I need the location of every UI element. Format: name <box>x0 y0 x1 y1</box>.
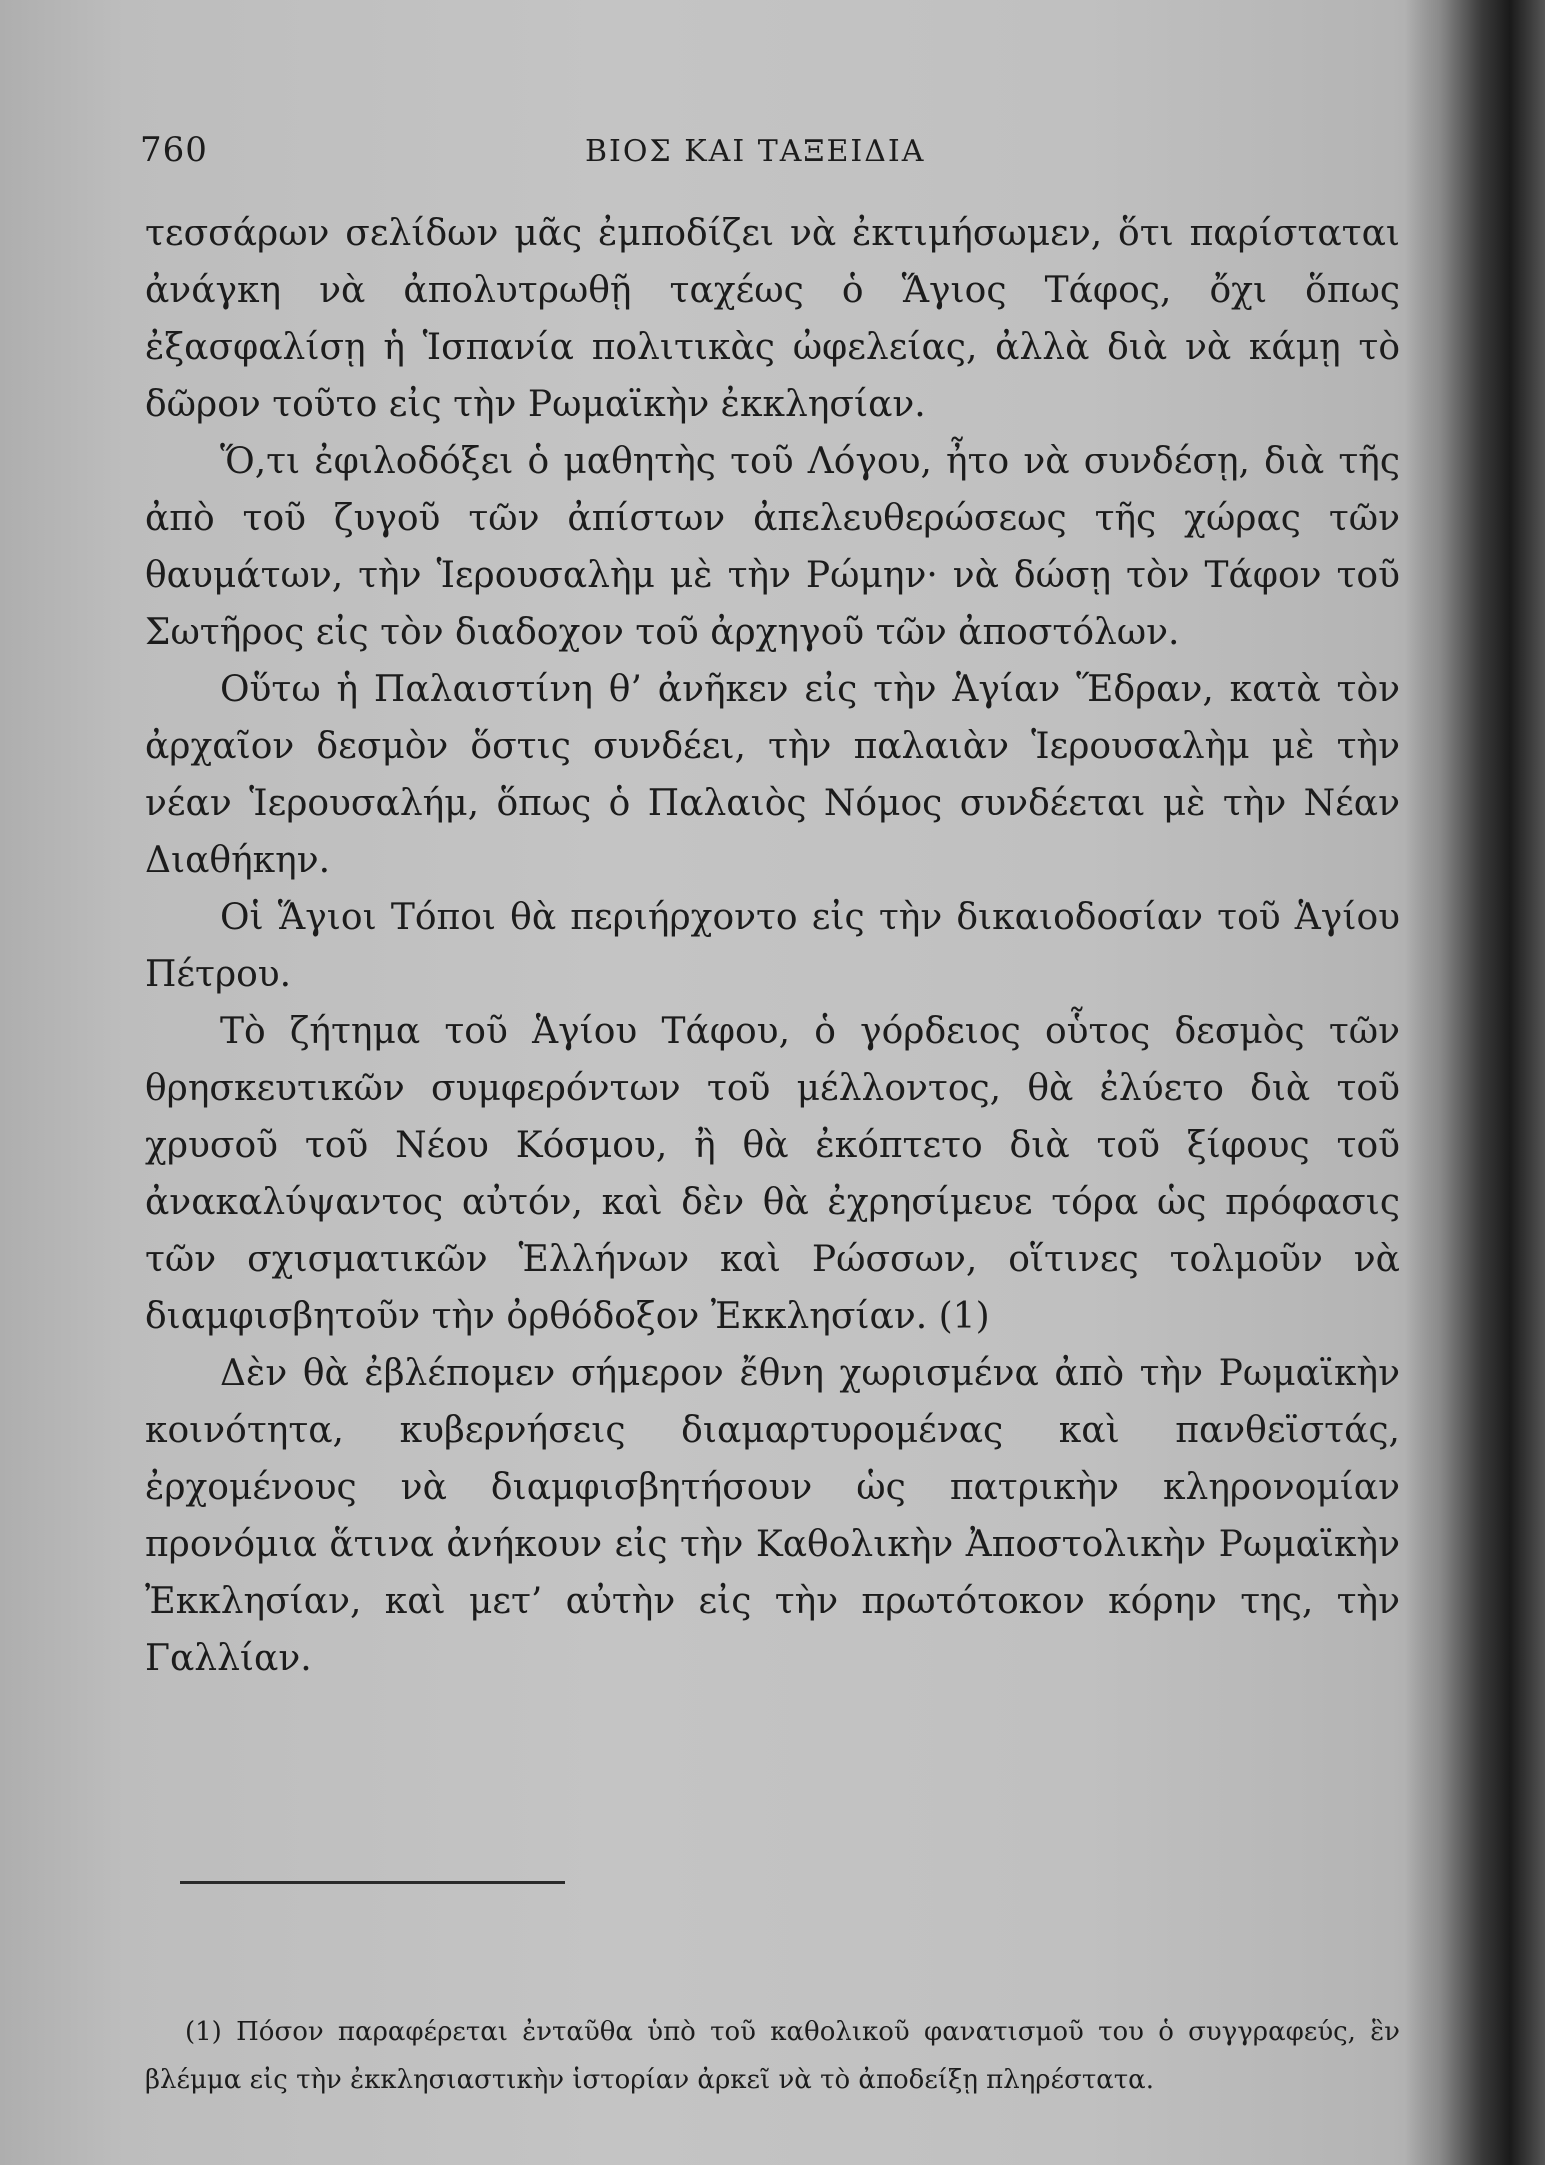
paragraph-3: Οὕτω ἡ Παλαιστίνη θ’ ἀνῆκεν εἰς τὴν Ἁγίαν Ἕδραν, κατὰ τὸν ἀρχαῖον δεσμὸν ὅστις συνδέει, τὴν παλαιὰν Ἱερουσαλὴμ μὲ τὴν νέαν Ἱερουσαλήμ, ὅπως ὁ Παλαιὸς Νόμος συνδέεται μὲ τὴν Νέαν Διαθήκην. <box>145 669 1400 881</box>
paragraph-6: Δὲν θὰ ἐβλέπομεν σήμερον ἔθνη χωρισμένα ἀπὸ τὴν Ρωμαϊκὴν κοινότητα, κυβερνήσεις διαμαρτυρομένας καὶ πανθεϊστάς, ἐρχομένους νὰ διαμφισβητήσουν ὡς πατρικὴν κληρονομίαν προνόμια ἅτινα ἀνήκουν εἰς τὴν Καθολικὴν Ἀποστολικὴν Ρωμαϊκὴν Ἐκκλησίαν, καὶ μετ’ αὐτὴν εἰς τὴν πρωτότοκον κόρην της, τὴν Γαλλίαν. <box>145 1353 1400 1679</box>
page-header <box>140 130 1400 180</box>
paragraph-2: Ὅ,τι ἐφιλοδόξει ὁ μαθητὴς τοῦ Λόγου, ἦτο νὰ συνδέσῃ, διὰ τῆς ἀπὸ τοῦ ζυγοῦ τῶν ἀπίστων ἀπελευθερώσεως τῆς χώρας τῶν θαυμάτων, τὴν Ἱερουσαλὴμ μὲ τὴν Ρώμην· νὰ δώσῃ τὸν Τάφον τοῦ Σωτῆρος εἰς τὸν διαδοχον τοῦ ἀρχηγοῦ τῶν ἀποστόλων. <box>145 441 1400 653</box>
running-title: ΒΙΟΣ ΚΑΙ ΤΑΞΕΙΔΙΑ <box>585 134 926 169</box>
book-spine-shadow <box>1405 0 1545 2165</box>
footnote-divider <box>180 1881 565 1884</box>
paragraph-4: Οἱ Ἅγιοι Τόποι θὰ περιήρχοντο εἰς τὴν δικαιοδοσίαν τοῦ Ἁγίου Πέτρου. <box>145 897 1400 995</box>
page-number: 760 <box>140 130 208 170</box>
body-text <box>145 205 1400 1687</box>
paragraph-1: τεσσάρων σελίδων μᾶς ἐμποδίζει νὰ ἐκτιμήσωμεν, ὅτι παρίσταται ἀνάγκη νὰ ἀπολυτρωθῇ ταχέως ὁ Ἅγιος Τάφος, ὄχι ὅπως ἐξασφαλίσῃ ἡ Ἱσπανία πολιτικὰς ὠφελείας, ἀλλὰ διὰ νὰ κάμῃ τὸ δῶρον τοῦτο εἰς τὴν Ρωμαϊκὴν ἐκκλησίαν. <box>145 213 1400 425</box>
paragraph-5: Τὸ ζήτημα τοῦ Ἁγίου Τάφου, ὁ γόρδειος οὗτος δεσμὸς τῶν θρησκευτικῶν συμφερόντων τοῦ μέλλοντος, θὰ ἐλύετο διὰ τοῦ χρυσοῦ τοῦ Νέου Κόσμου, ἢ θὰ ἐκόπτετο διὰ τοῦ ξίφους τοῦ ἀνακαλύψαντος αὐτόν, καὶ δὲν θὰ ἐχρησίμευε τόρα ὡς πρόφασις τῶν σχισματικῶν Ἑλλήνων καὶ Ρώσσων, οἵτινες τολμοῦν νὰ διαμφισβητοῦν τὴν ὀρθόδοξον Ἐκκλησίαν. (1) <box>145 1011 1400 1337</box>
footnote: (1) Πόσον παραφέρεται ἐνταῦθα ὑπὸ τοῦ καθολικοῦ φανατισμοῦ του ὁ συγγραφεύς, ἓν βλέμμα εἰς τὴν ἐκκλησιαστικὴν ἱστορίαν ἀρκεῖ νὰ τὸ ἀποδείξῃ πληρέστατα. <box>145 2017 1400 2095</box>
